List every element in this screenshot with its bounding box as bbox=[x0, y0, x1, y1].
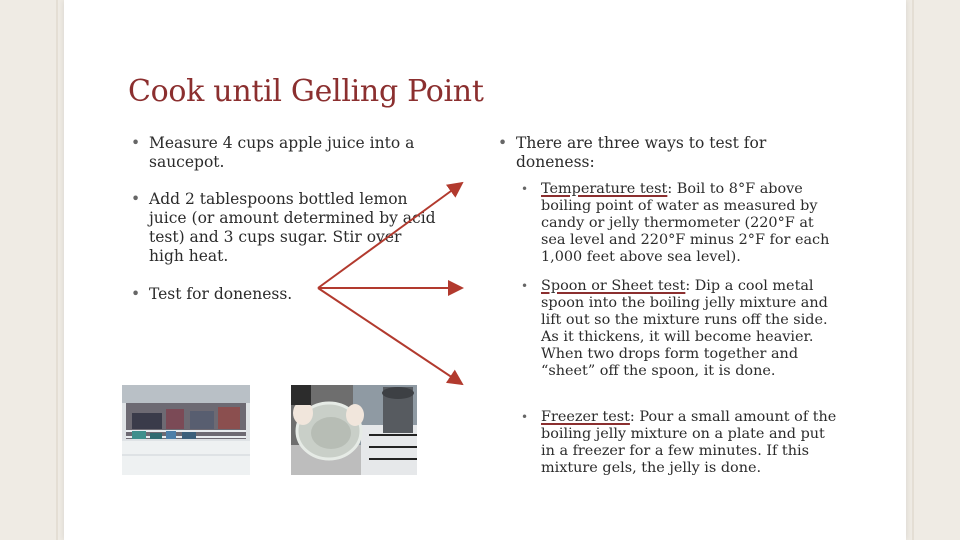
bullet-dot: • bbox=[521, 182, 529, 196]
arrow-to-freezer bbox=[318, 288, 462, 384]
bullet-dot: • bbox=[521, 410, 529, 424]
bullet-text: There are three ways to test for doneness: bbox=[516, 134, 767, 171]
bullet-dot: • bbox=[498, 134, 508, 152]
bullet-dot: • bbox=[521, 279, 529, 293]
bullet-dot: • bbox=[131, 134, 141, 152]
bullet-text: Test for doneness. bbox=[149, 285, 293, 303]
plate-photo-drawing bbox=[291, 385, 417, 475]
test-body: : Dip a cool metal spoon into the boiling jelly mixture and lift out so the mixture runs off the side. As it thickens, it will become heavier. When two drops form together and “sheet” off the spoon, it is done. bbox=[541, 278, 828, 379]
test-body: : Pour a small amount of the boiling jelly mixture on a plate and put in a freezer for a few minutes. If this mixture gels, the jelly is done. bbox=[541, 409, 837, 476]
arrow-to-temperature bbox=[318, 183, 462, 288]
bullet-dot: • bbox=[131, 190, 141, 208]
test-body: : Boil to 8°F above boiling point of water as measured by candy or jelly thermometer (220°F at sea level and 220°F minus 2°F for each 1,000 feet above sea level). bbox=[541, 181, 830, 265]
test-name: Spoon or Sheet test bbox=[541, 278, 686, 294]
freezer-photo-drawing bbox=[122, 385, 250, 475]
bullet-dot: • bbox=[131, 285, 141, 303]
plate-photo bbox=[291, 385, 417, 475]
test-name: Temperature test bbox=[541, 181, 668, 197]
bullet-text: Measure 4 cups apple juice into a saucepot. bbox=[149, 134, 415, 171]
bullet-text: Add 2 tablespoons bottled lemon juice (or amount determined by acid test) and 3 cups sugar. Stir over high heat. bbox=[149, 190, 436, 265]
test-name: Freezer test bbox=[541, 409, 630, 425]
freezer-photo bbox=[122, 385, 250, 475]
slide-title: Cook until Gelling Point bbox=[128, 74, 484, 109]
